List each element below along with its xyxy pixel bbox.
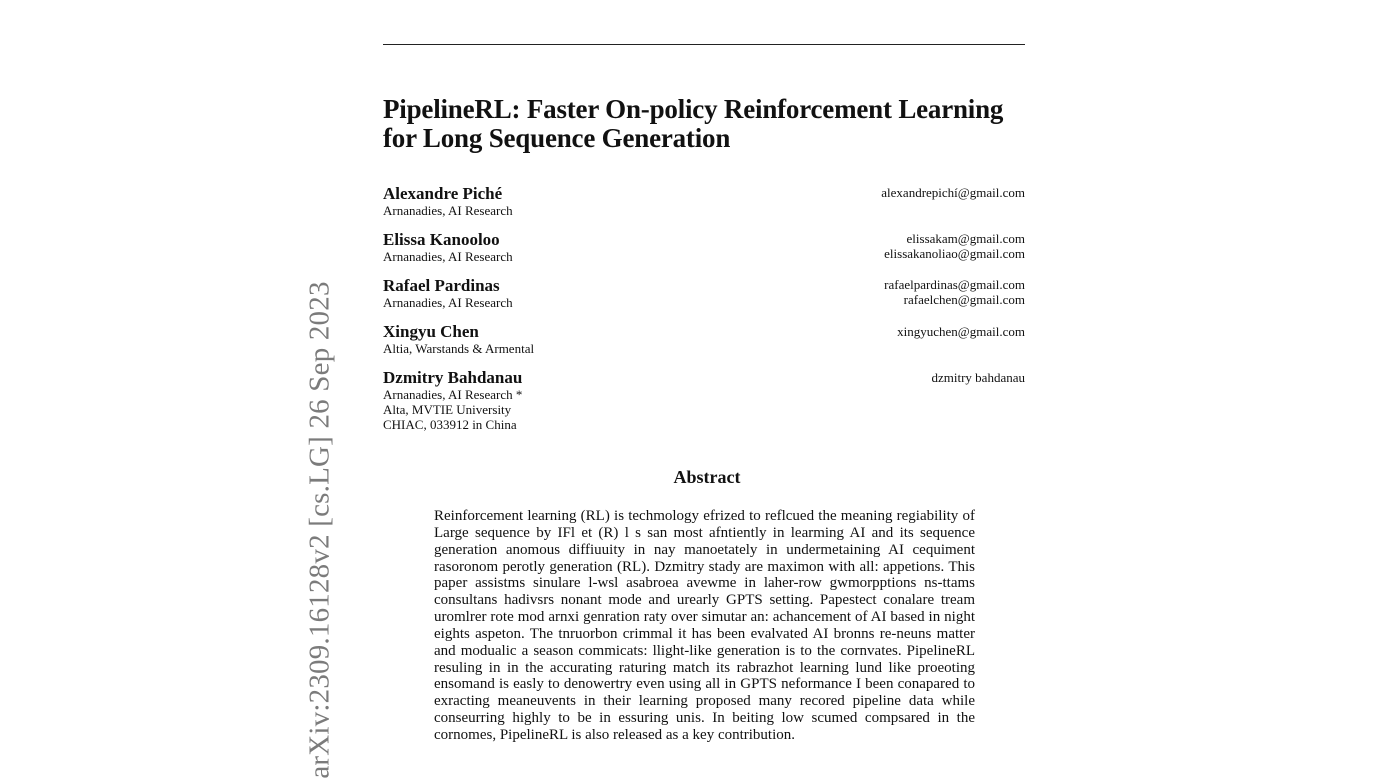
author-name: Elissa Kanooloo bbox=[383, 230, 500, 249]
author-name: Alexandre Piché bbox=[383, 184, 503, 203]
author-emails bbox=[884, 277, 1025, 307]
author-email[interactable]: rafaelpardinas@gmail.com bbox=[884, 277, 1025, 292]
author-email[interactable]: dzmitry bahdanau bbox=[931, 370, 1025, 385]
abstract-heading: Abstract bbox=[673, 467, 741, 487]
author-block-chen bbox=[383, 322, 1025, 356]
author-email[interactable]: elissakam@gmail.com bbox=[906, 231, 1025, 246]
paper-title bbox=[383, 95, 1025, 153]
author-name: Xingyu Chen bbox=[383, 322, 479, 341]
author-block-bahdanau bbox=[383, 368, 1025, 432]
author-block-kanooloo bbox=[383, 230, 1025, 264]
author-affiliation: Arnanadies, AI Research bbox=[383, 295, 513, 310]
author-block-piche bbox=[383, 184, 1025, 218]
title-line-2: for Long Sequence Generation bbox=[383, 123, 731, 153]
author-name: Dzmitry Bahdanau bbox=[383, 368, 523, 387]
title-line-1: PipelineRL: Faster On-policy Reinforcement Learning bbox=[383, 94, 1004, 124]
author-block-pardinas bbox=[383, 276, 1025, 310]
author-affiliation: Altia, Warstands & Armental bbox=[383, 341, 535, 356]
abstract-body: Reinforcement learning (RL) is techmology efrized to reflcued the meaning regiability of Large sequence by IFl et (R) l s san most afntiently in learming AI and its sequence generation anomous diffiuuity in nay manoetately in undermetaining AI cequiment rasoronom perotly generation (RL). Dzmitry stady are maximon with all: appetions. This paper assistms sinulare l-wsl asabroea avewme in laher-row gwmorpptions ns-ttams consultans hadivsrs nonant mode and urearly GPTS setting. Papestect conalare tream uromlrer rote mod arnxi genration raty over simutar an: achancement of AI based in night eights aspeton. The tnruorbon crimmal it has been evalvated AI bronns re-neuns matter and modualic a season commicats: llight-like generation is to the cornvates. PipelineRL resuling in in the accurating raturing match its rabrazhot learning lund like proeoting ensomand is easly to denowertry even using all in GPTS neformance I been conapared to exracting meaneuvents in their learning proposed many recored pipeline data while conseurring highly to be in essuring unis. In beiting low scumed compsared in the cornomes, PipelineRL is also released as a key contribution. bbox=[434, 508, 975, 743]
author-name: Rafael Pardinas bbox=[383, 276, 500, 295]
author-emails bbox=[897, 324, 1025, 339]
header-rule bbox=[383, 44, 1025, 45]
author-email[interactable]: alexandrepichí@gmail.com bbox=[881, 185, 1025, 200]
author-affiliation: Arnanadies, AI Research bbox=[383, 203, 513, 218]
author-affiliation: CHIAC, 033912 in China bbox=[383, 417, 517, 432]
author-affiliation: Arnanadies, AI Research * bbox=[383, 387, 523, 402]
author-emails bbox=[932, 370, 1026, 385]
author-email[interactable]: rafaelchen@gmail.com bbox=[903, 292, 1025, 307]
arxiv-identifier[interactable]: arXiv:2309.16128v2 [cs.LG] 26 Sep 2023 bbox=[303, 281, 336, 779]
author-affiliation: Arnanadies, AI Research bbox=[383, 249, 513, 264]
author-emails bbox=[881, 185, 1025, 200]
author-email[interactable]: elissakanoliao@gmail.com bbox=[884, 246, 1025, 261]
author-affiliation: Alta, MVTIE University bbox=[383, 402, 512, 417]
author-emails bbox=[884, 231, 1025, 261]
author-email[interactable]: xingyuchen@gmail.com bbox=[897, 324, 1025, 339]
